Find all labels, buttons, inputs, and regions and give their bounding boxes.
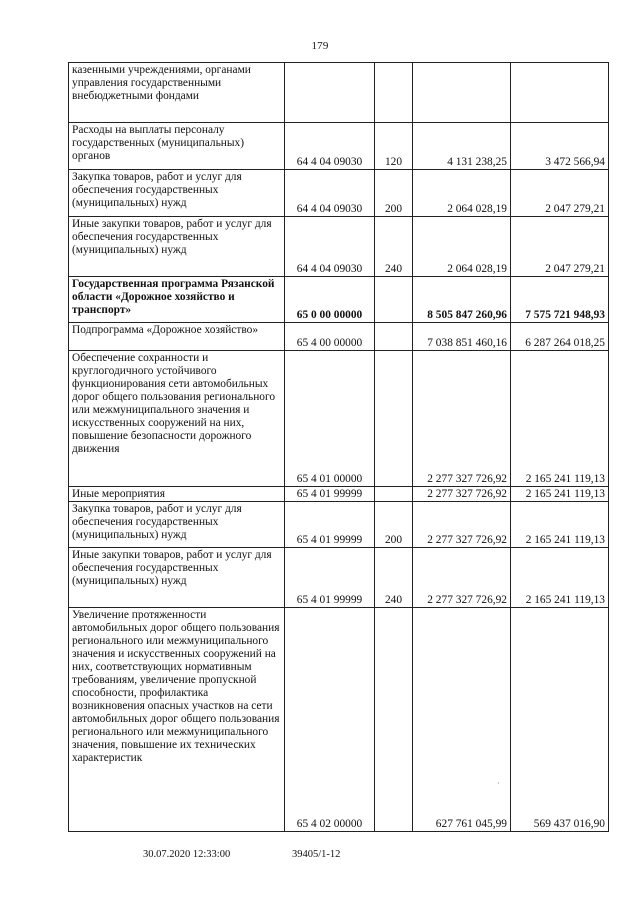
row-name-cell: Подпрограмма «Дорожное хозяйство» bbox=[69, 323, 285, 351]
row-amount-2-cell bbox=[511, 63, 609, 123]
row-code-cell bbox=[285, 63, 375, 123]
row-amount-2-cell: 569 437 016,90 bbox=[511, 608, 609, 832]
row-amount-1-cell: 2 277 327 726,92 bbox=[413, 487, 511, 502]
table-row bbox=[69, 548, 609, 608]
table-row bbox=[69, 277, 609, 323]
row-amount-1-cell: 627 761 045,99 bbox=[413, 608, 511, 832]
budget-table bbox=[68, 62, 609, 832]
table-row bbox=[69, 351, 609, 487]
row-expense-type-cell: 120 bbox=[375, 123, 413, 170]
row-code-cell: 65 4 01 99999 bbox=[285, 548, 375, 608]
row-amount-2-cell: 6 287 264 018,25 bbox=[511, 323, 609, 351]
footer-timestamp: 30.07.2020 12:33:00 bbox=[143, 849, 231, 860]
row-expense-type-cell: 240 bbox=[375, 217, 413, 277]
row-name-cell: казенными учреждениями, органами управления государственными внебюджетными фондами bbox=[69, 63, 285, 123]
row-expense-type-cell bbox=[375, 351, 413, 487]
row-amount-2-cell: 2 047 279,21 bbox=[511, 170, 609, 217]
budget-table-body bbox=[69, 63, 609, 832]
row-name-cell: Увеличение протяженности автомобильных дорог общего пользования регионального или межмуниципального значения и искусственных сооружений на них, соответствующих нормативным требованиям, увеличение пропускной способности, профилактика возникновения опасных участков на сети автомобильных дорог общего пользования регионального или межмуниципального значения, повышение их технических характеристик bbox=[69, 608, 285, 832]
table-row bbox=[69, 217, 609, 277]
row-expense-type-cell bbox=[375, 277, 413, 323]
row-code-cell: 64 4 04 09030 bbox=[285, 123, 375, 170]
table-row bbox=[69, 170, 609, 217]
row-name-cell: Обеспечение сохранности и круглогодичного устойчивого функционирования сети автомобильных дорог общего пользования регионального или межмуниципального значения и искусственных сооружений на них, повышение безопасности дорожного движения bbox=[69, 351, 285, 487]
row-expense-type-cell: 200 bbox=[375, 170, 413, 217]
row-amount-2-cell: 2 165 241 119,13 bbox=[511, 351, 609, 487]
table-row bbox=[69, 608, 609, 832]
row-expense-type-cell bbox=[375, 323, 413, 351]
row-amount-2-cell: 2 047 279,21 bbox=[511, 217, 609, 277]
row-name-cell: Иные закупки товаров, работ и услуг для обеспечения государственных (муниципальных) нужд bbox=[69, 548, 285, 608]
row-expense-type-cell: 240 bbox=[375, 548, 413, 608]
row-amount-1-cell: 2 064 028,19 bbox=[413, 217, 511, 277]
page-number: 179 bbox=[311, 40, 329, 52]
row-name-cell: Закупка товаров, работ и услуг для обеспечения государственных (муниципальных) нужд bbox=[69, 170, 285, 217]
scan-speck: · bbox=[497, 779, 500, 788]
row-amount-1-cell bbox=[413, 63, 511, 123]
row-code-cell: 65 4 02 00000 bbox=[285, 608, 375, 832]
row-expense-type-cell bbox=[375, 487, 413, 502]
row-amount-2-cell: 2 165 241 119,13 bbox=[511, 487, 609, 502]
row-name-cell: Государственная программа Рязанской области «Дорожное хозяйство и транспорт» bbox=[69, 277, 285, 323]
row-amount-1-cell: 2 064 028,19 bbox=[413, 170, 511, 217]
row-code-cell: 65 4 00 00000 bbox=[285, 323, 375, 351]
table-row bbox=[69, 323, 609, 351]
row-amount-2-cell: 2 165 241 119,13 bbox=[511, 502, 609, 548]
row-code-cell: 64 4 04 09030 bbox=[285, 217, 375, 277]
row-code-cell: 64 4 04 09030 bbox=[285, 170, 375, 217]
table-row bbox=[69, 123, 609, 170]
row-name-cell: Иные мероприятия bbox=[69, 487, 285, 502]
row-amount-1-cell: 7 038 851 460,16 bbox=[413, 323, 511, 351]
table-row bbox=[69, 502, 609, 548]
row-amount-1-cell: 2 277 327 726,92 bbox=[413, 351, 511, 487]
row-name-cell: Иные закупки товаров, работ и услуг для обеспечения государственных (муниципальных) нужд bbox=[69, 217, 285, 277]
row-code-cell: 65 4 01 00000 bbox=[285, 351, 375, 487]
row-amount-1-cell: 2 277 327 726,92 bbox=[413, 548, 511, 608]
row-amount-1-cell: 4 131 238,25 bbox=[413, 123, 511, 170]
footer-document-code: 39405/1-12 bbox=[292, 849, 341, 860]
table-row bbox=[69, 487, 609, 502]
row-code-cell: 65 4 01 99999 bbox=[285, 487, 375, 502]
row-code-cell: 65 0 00 00000 bbox=[285, 277, 375, 323]
row-amount-2-cell: 7 575 721 948,93 bbox=[511, 277, 609, 323]
row-amount-1-cell: 2 277 327 726,92 bbox=[413, 502, 511, 548]
row-amount-2-cell: 3 472 566,94 bbox=[511, 123, 609, 170]
row-name-cell: Расходы на выплаты персоналу государственных (муниципальных) органов bbox=[69, 123, 285, 170]
row-name-cell: Закупка товаров, работ и услуг для обеспечения государственных (муниципальных) нужд bbox=[69, 502, 285, 548]
row-amount-1-cell: 8 505 847 260,96 bbox=[413, 277, 511, 323]
row-expense-type-cell bbox=[375, 63, 413, 123]
table-row bbox=[69, 63, 609, 123]
row-expense-type-cell: 200 bbox=[375, 502, 413, 548]
row-expense-type-cell bbox=[375, 608, 413, 832]
row-code-cell: 65 4 01 99999 bbox=[285, 502, 375, 548]
row-amount-2-cell: 2 165 241 119,13 bbox=[511, 548, 609, 608]
